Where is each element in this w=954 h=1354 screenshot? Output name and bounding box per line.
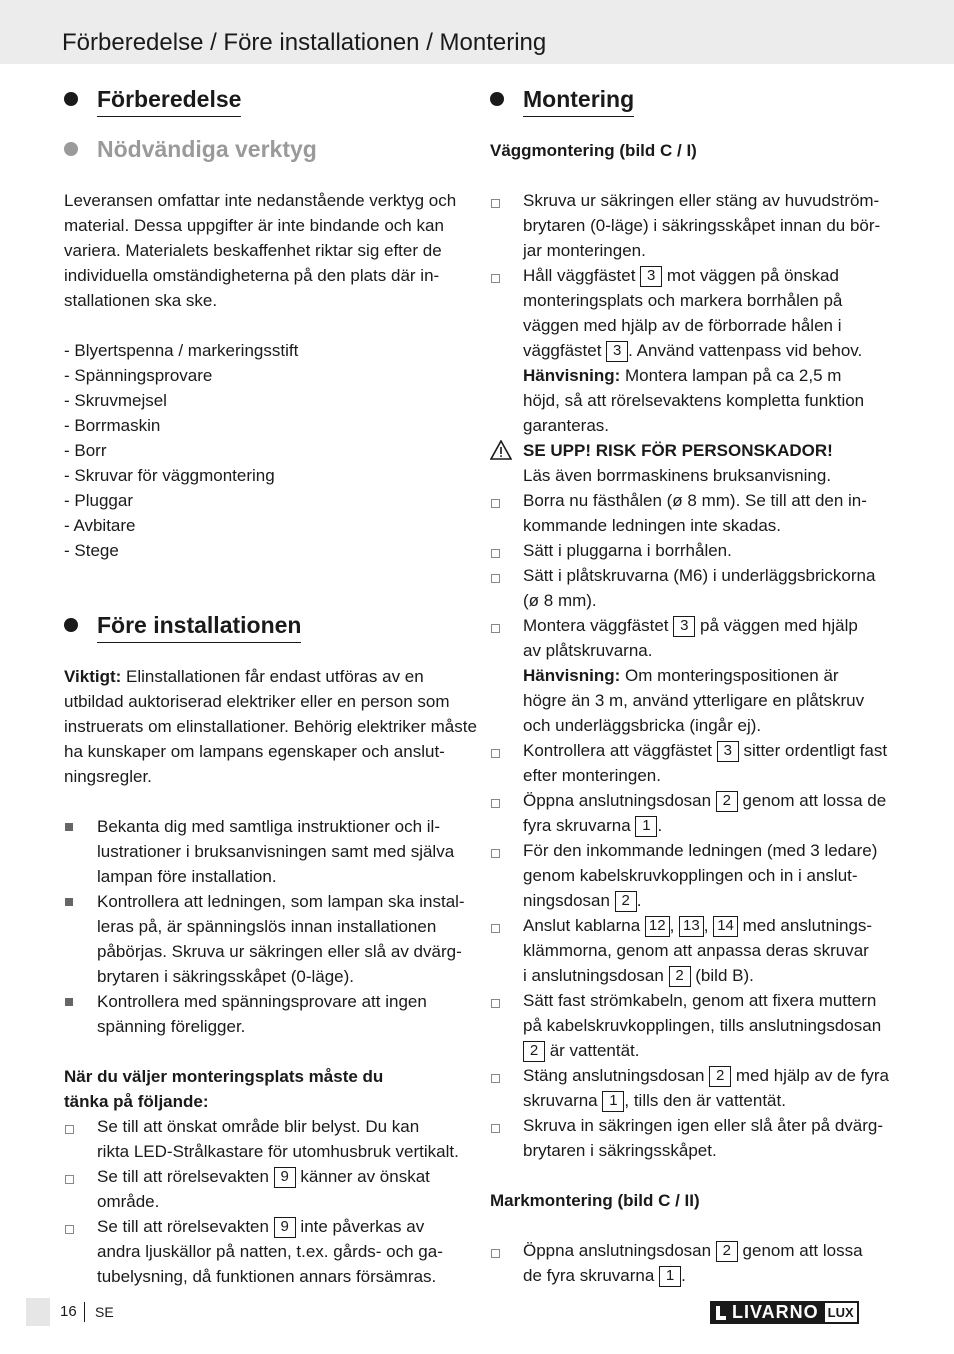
bullet-dot-icon bbox=[64, 92, 78, 106]
footer-divider bbox=[84, 1302, 85, 1322]
section-fore-installationen bbox=[64, 610, 301, 643]
part-ref: 2 bbox=[615, 891, 637, 912]
list-item: - Skruvar för väggmontering bbox=[64, 466, 275, 485]
checkbox-icon bbox=[64, 1164, 78, 1189]
checkbox-icon bbox=[490, 1238, 504, 1263]
section-title: Montering bbox=[523, 84, 634, 117]
section-forberedelse bbox=[64, 84, 241, 117]
section-title: Förberedelse bbox=[97, 84, 241, 117]
checkbox-icon bbox=[490, 538, 504, 563]
part-ref: 1 bbox=[602, 1091, 624, 1112]
bullet-dot-icon bbox=[490, 92, 504, 106]
checkbox-icon bbox=[490, 263, 504, 288]
section-verktyg bbox=[64, 134, 317, 166]
part-ref: 13 bbox=[679, 916, 704, 937]
bullet-dot-icon bbox=[64, 618, 78, 632]
part-ref: 12 bbox=[645, 916, 670, 937]
square-bullet-icon bbox=[64, 814, 78, 839]
footer-box bbox=[26, 1298, 50, 1326]
checkbox-icon bbox=[64, 1114, 78, 1139]
intro-paragraph: Leveransen omfattar inte nedanstående verktyg och material. Dessa uppgifter är inte bindande och kan variera. Materialets beskaffenhet riktar sig efter de individuella omständigheterna på den plats där in- stallationen ska ske. bbox=[64, 191, 457, 310]
part-ref: 2 bbox=[669, 966, 691, 987]
checkbox-icon bbox=[490, 738, 504, 763]
page-title: Förberedelse / Före installationen / Montering bbox=[62, 29, 547, 56]
viktigt-paragraph: Viktigt: Elinstallationen får endast utföras av en utbildad auktoriserad elektriker eller en person som instruerats om elinstallationer. Behörig elektriker måste ha kunskaper om lampans egenskaper och anslut- ningsregler. bbox=[64, 667, 477, 786]
list-item: - Spänningsprovare bbox=[64, 366, 213, 385]
tools-list bbox=[64, 338, 464, 563]
part-ref: 2 bbox=[709, 1066, 731, 1087]
square-bullet-icon bbox=[64, 889, 78, 914]
list-item: - Borrmaskin bbox=[64, 416, 161, 435]
part-ref: 9 bbox=[274, 1167, 296, 1188]
logo-lux: LUX bbox=[823, 1301, 859, 1324]
checkbox-icon bbox=[490, 788, 504, 813]
part-ref: 14 bbox=[713, 916, 738, 937]
language-code: SE bbox=[95, 1304, 114, 1320]
part-ref: 3 bbox=[640, 266, 662, 287]
part-ref: 2 bbox=[716, 791, 738, 812]
list-item: - Blyertspenna / markeringsstift bbox=[64, 341, 299, 360]
section-montering bbox=[490, 84, 634, 117]
part-ref: 2 bbox=[716, 1241, 738, 1262]
checkbox-icon bbox=[490, 188, 504, 213]
warning-title: SE UPP! RISK FÖR PERSONSKADOR! bbox=[523, 441, 833, 460]
part-ref: 3 bbox=[606, 341, 628, 362]
checkbox-icon bbox=[490, 1063, 504, 1088]
checkbox-icon bbox=[490, 913, 504, 938]
checkbox-icon bbox=[490, 613, 504, 638]
note-label: Hänvisning: bbox=[523, 366, 621, 385]
livarno-logo bbox=[710, 1301, 859, 1324]
part-ref: 3 bbox=[717, 741, 739, 762]
list-item: - Skruvmejsel bbox=[64, 391, 167, 410]
choose-heading: När du väljer monteringsplats måste du tänka på följande: bbox=[64, 1067, 384, 1111]
list-item: - Avbitare bbox=[64, 516, 136, 535]
checkbox-icon bbox=[490, 563, 504, 588]
part-ref: 9 bbox=[274, 1217, 296, 1238]
part-ref: 1 bbox=[659, 1266, 681, 1287]
section-title: Nödvändiga verktyg bbox=[97, 136, 317, 162]
checkbox-icon bbox=[490, 1113, 504, 1138]
checkbox-icon bbox=[64, 1214, 78, 1239]
square-bullet-icon bbox=[64, 989, 78, 1014]
list-item: - Stege bbox=[64, 541, 119, 560]
part-ref: 1 bbox=[635, 816, 657, 837]
part-ref: 2 bbox=[523, 1041, 545, 1062]
part-ref: 3 bbox=[673, 616, 695, 637]
list-item: - Pluggar bbox=[64, 491, 133, 510]
checkbox-icon bbox=[490, 988, 504, 1013]
bullet-dot-icon bbox=[64, 142, 78, 156]
viktigt-label: Viktigt: bbox=[64, 667, 122, 686]
subheading-vaggmontering: Väggmontering (bild C / I) bbox=[490, 141, 697, 160]
warning-triangle-icon bbox=[490, 440, 512, 460]
list-item: - Borr bbox=[64, 441, 107, 460]
checkbox-icon bbox=[490, 838, 504, 863]
note-label: Hänvisning: bbox=[523, 666, 621, 685]
subheading-markmontering: Markmontering (bild C / II) bbox=[490, 1191, 700, 1210]
page-number: 16 bbox=[60, 1303, 77, 1320]
logo-wordmark: LIVARNO bbox=[710, 1301, 823, 1324]
section-title: Före installationen bbox=[97, 610, 301, 643]
logo-mark-icon bbox=[716, 1306, 726, 1320]
checkbox-icon bbox=[490, 488, 504, 513]
